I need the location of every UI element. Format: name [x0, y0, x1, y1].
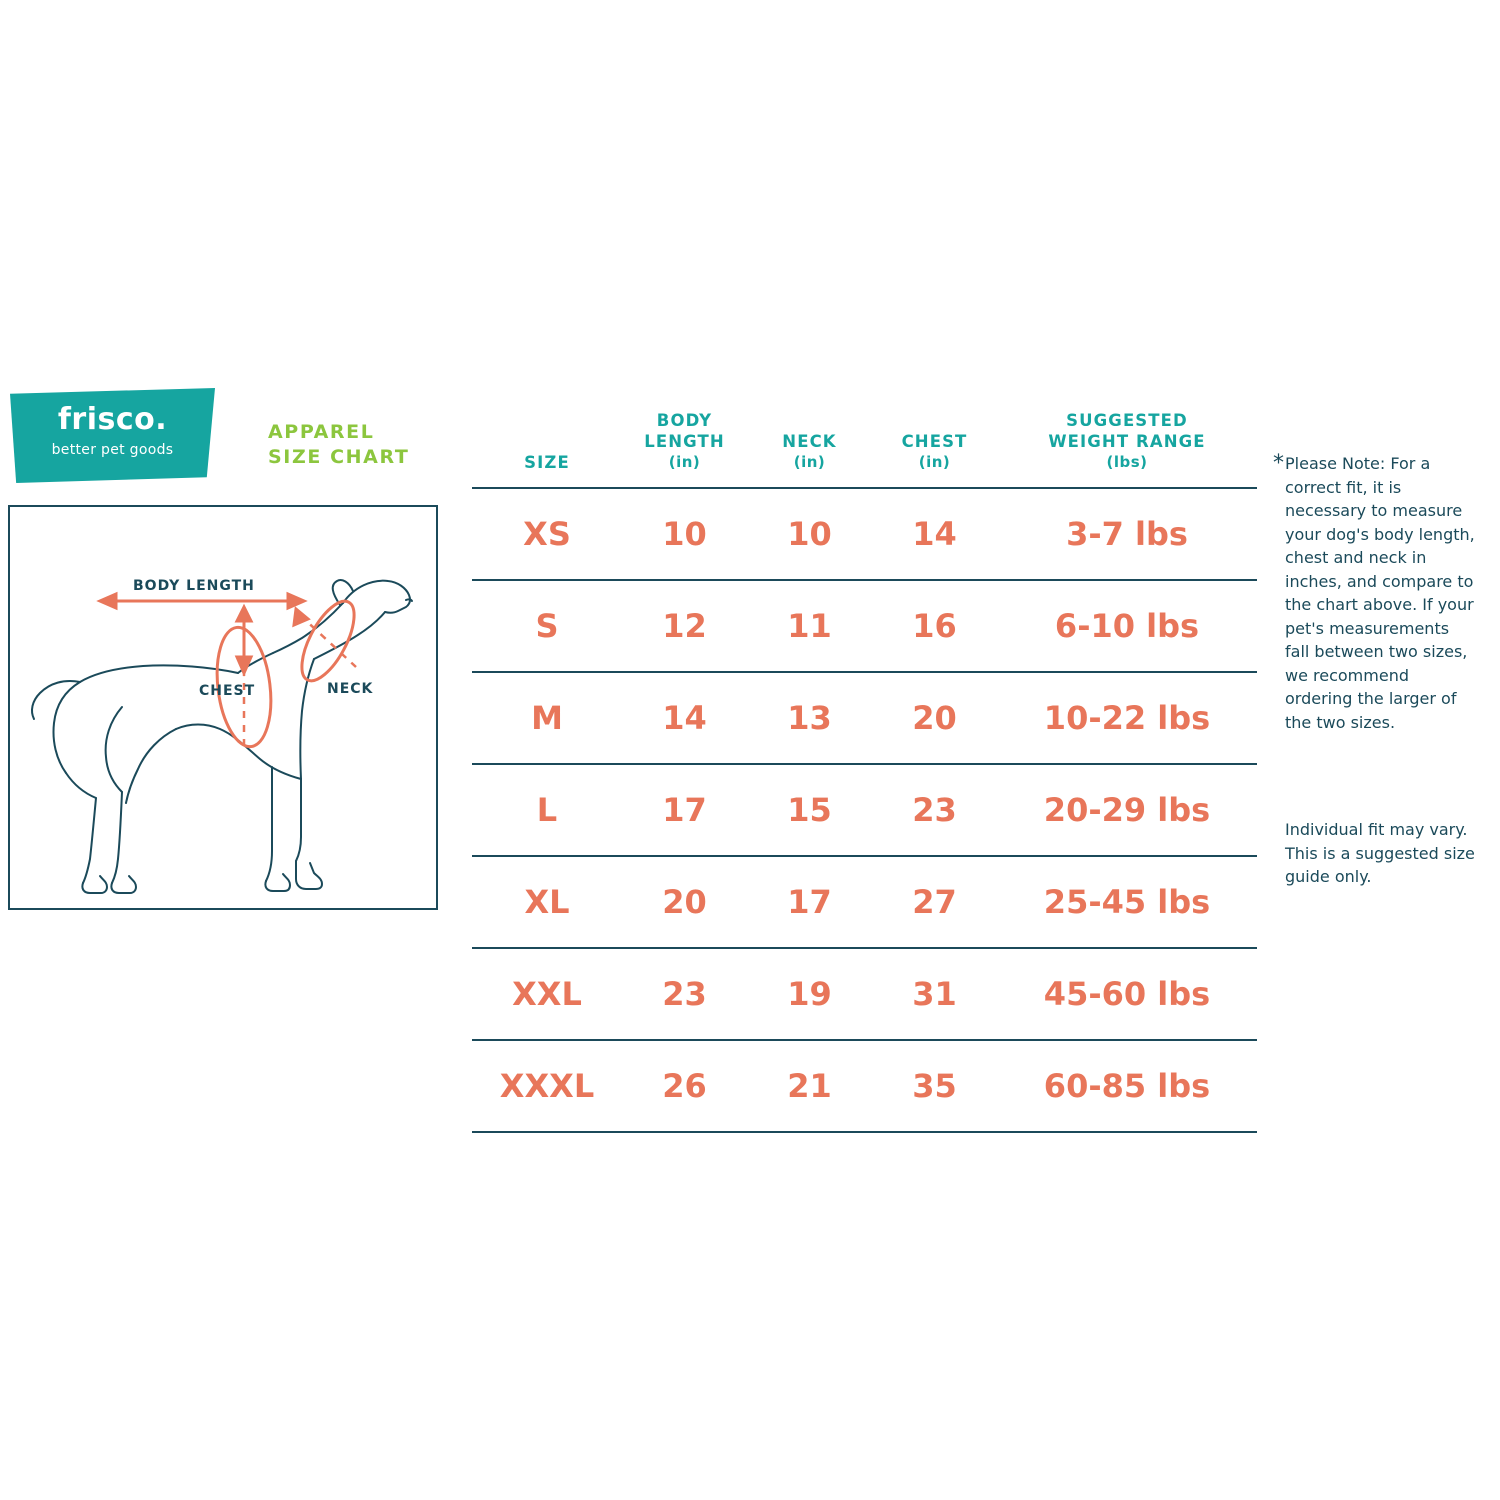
cell-weight: 3-7 lbs [997, 488, 1257, 580]
dog-measurement-diagram [8, 505, 438, 910]
cell-size: XS [472, 488, 622, 580]
individual-fit-note: Individual fit may vary. This is a suggested size guide only. [1285, 820, 1475, 886]
size-table [472, 410, 1257, 1133]
cell-chest: 16 [872, 580, 997, 672]
column-header-chest: CHEST (in) [901, 432, 968, 471]
page-title-line1: APPAREL [268, 421, 375, 443]
label-neck: NECK [327, 681, 374, 697]
cell-weight: 6-10 lbs [997, 580, 1257, 672]
cell-size: XXXL [472, 1040, 622, 1132]
cell-size: XL [472, 856, 622, 948]
page-title-line2: SIZE CHART [268, 446, 410, 468]
neck-measure-ellipse [291, 594, 364, 689]
label-body-length: BODY LENGTH [133, 578, 255, 594]
cell-chest: 31 [872, 948, 997, 1040]
asterisk-icon: * [1273, 451, 1284, 476]
cell-weight: 25-45 lbs [997, 856, 1257, 948]
table-row [472, 672, 1257, 764]
cell-chest: 14 [872, 488, 997, 580]
table-row [472, 764, 1257, 856]
table-row [472, 1040, 1257, 1132]
table-header-row [472, 410, 1257, 488]
cell-neck: 21 [747, 1040, 872, 1132]
label-chest: CHEST [199, 683, 256, 699]
cell-body-length: 26 [622, 1040, 747, 1132]
cell-weight: 20-29 lbs [997, 764, 1257, 856]
cell-size: M [472, 672, 622, 764]
column-header-weight: SUGGESTED WEIGHT RANGE (lbs) [1048, 411, 1206, 471]
please-note-text: Please Note: For a correct fit, it is necessary to measure your dog's body length, chest and neck in inches, and compare to the chart above. If your pet's measurements fall between two sizes, we recommend ordering the larger of the two sizes. [1285, 454, 1475, 732]
cell-weight: 60-85 lbs [997, 1040, 1257, 1132]
please-note-block [1273, 451, 1475, 734]
cell-body-length: 10 [622, 488, 747, 580]
size-table-wrapper [472, 410, 1257, 1133]
cell-neck: 11 [747, 580, 872, 672]
table-row [472, 580, 1257, 672]
cell-chest: 27 [872, 856, 997, 948]
cell-size: XXL [472, 948, 622, 1040]
table-row [472, 488, 1257, 580]
table-row [472, 856, 1257, 948]
cell-body-length: 20 [622, 856, 747, 948]
cell-chest: 23 [872, 764, 997, 856]
column-header-neck: NECK (in) [782, 432, 837, 471]
page-title [268, 420, 488, 470]
cell-weight: 10-22 lbs [997, 672, 1257, 764]
table-row [472, 948, 1257, 1040]
column-header-body-length: BODY LENGTH (in) [644, 411, 725, 471]
cell-neck: 10 [747, 488, 872, 580]
cell-body-length: 14 [622, 672, 747, 764]
dog-illustration-icon [10, 507, 436, 908]
cell-body-length: 12 [622, 580, 747, 672]
body-length-arrow [100, 594, 304, 608]
column-header-size: SIZE [524, 453, 570, 472]
cell-chest: 35 [872, 1040, 997, 1132]
cell-neck: 19 [747, 948, 872, 1040]
cell-chest: 20 [872, 672, 997, 764]
cell-body-length: 17 [622, 764, 747, 856]
brand-logo [10, 388, 215, 483]
brand-name: frisco. [57, 402, 168, 437]
cell-weight: 45-60 lbs [997, 948, 1257, 1040]
cell-size: L [472, 764, 622, 856]
cell-body-length: 23 [622, 948, 747, 1040]
brand-tagline: better pet goods [51, 442, 174, 458]
cell-size: S [472, 580, 622, 672]
cell-neck: 15 [747, 764, 872, 856]
cell-neck: 13 [747, 672, 872, 764]
cell-neck: 17 [747, 856, 872, 948]
